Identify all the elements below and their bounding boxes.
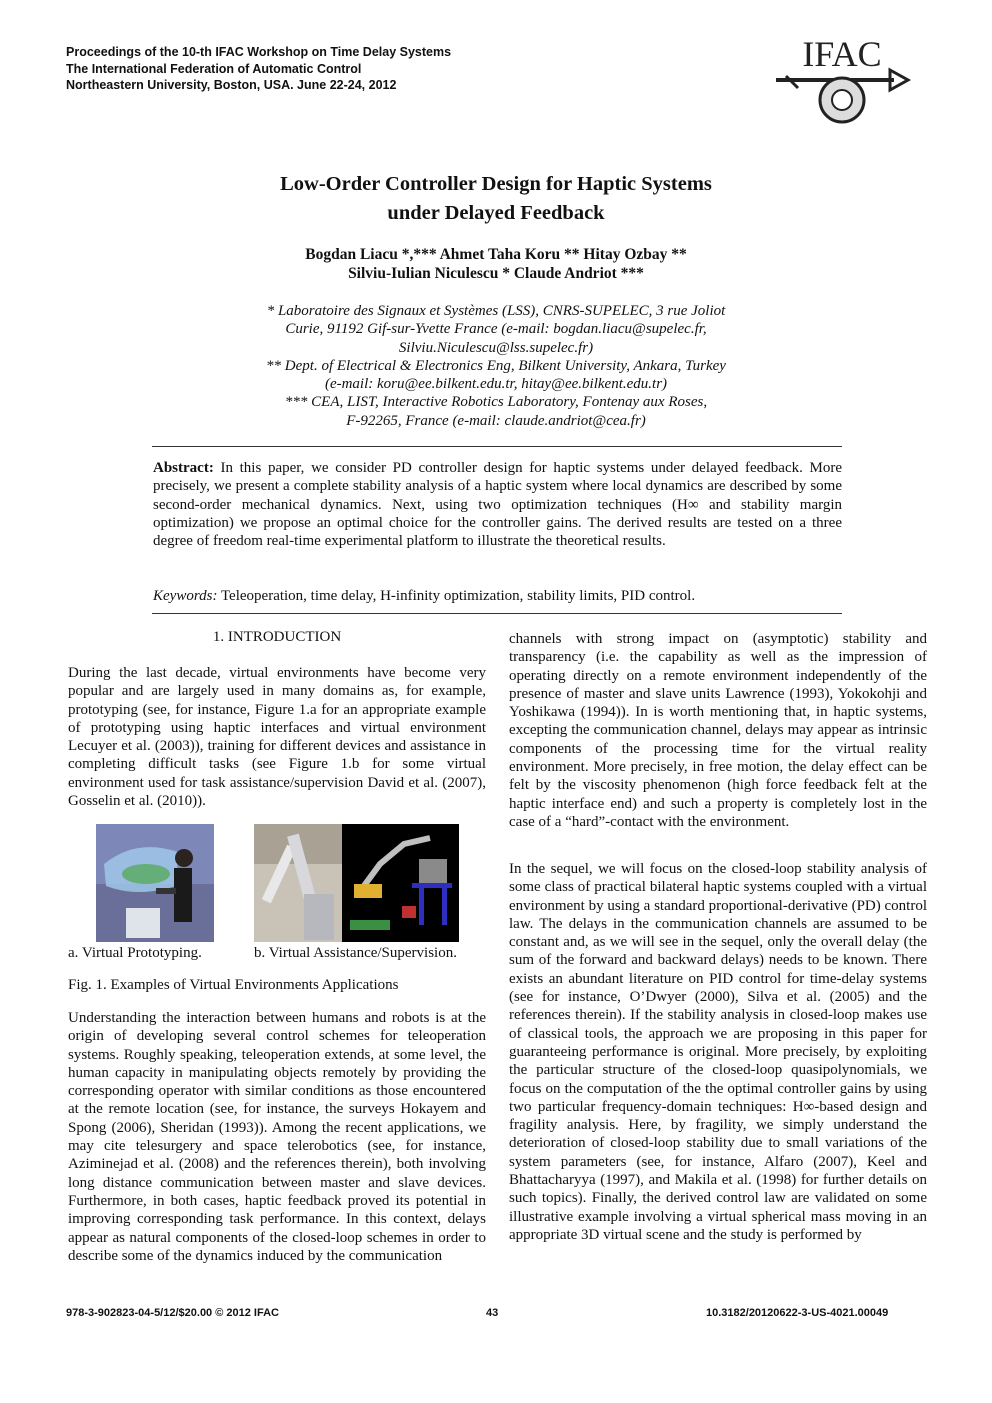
affiliation-line: Silviu.Niculescu@lss.supelec.fr) xyxy=(398,339,594,356)
ifac-logo xyxy=(772,36,912,128)
abstract-top-rule xyxy=(152,446,842,447)
title-line-2: under Delayed Feedback xyxy=(387,202,605,224)
paper-title xyxy=(0,170,992,228)
affiliation-line: ** Dept. of Electrical & Electronics Eng, Bilkent University, Ankara, Turkey xyxy=(266,357,726,374)
figure-caption-a: a. Virtual Prototyping. xyxy=(68,945,202,961)
footer-isbn: 978-3-902823-04-5/12/$20.00 © 2012 IFAC xyxy=(66,1307,279,1319)
affiliation-line: *** CEA, LIST, Interactive Robotics Laboratory, Fontenay aux Roses, xyxy=(284,394,708,411)
header-line-2: The International Federation of Automatic Control xyxy=(66,61,362,76)
proceedings-header xyxy=(66,44,451,94)
title-line-1: Low-Order Controller Design for Haptic Systems xyxy=(280,173,712,195)
intro-paragraph-3 xyxy=(509,630,927,831)
paragraph-text: channels with strong impact on (asymptotic) stability and transparency (i.e. the capability as well as the impression of operating directly on a remote environment independently of the presence of master and slave units Lawrence (1993), Yokokohji and Yoshikawa (1994)). In is worth mentioning that, in haptic systems, excepting the communication channel, delays may appear as intrinsic components of the processing time for the virtual reality environment. More precisely, in free motion, the delay effect can be felt by the viscosity phenomenon (high force feedback felt at the haptic interface end) and such a property is completely lost in the case of a “hard”-contact with the environment. xyxy=(509,631,927,830)
keywords-text: Teleoperation, time delay, H-infinity optimization, stability limits, PID control. xyxy=(220,588,696,604)
ifac-logo-text: IFAC xyxy=(802,36,882,74)
author-list xyxy=(0,245,992,283)
virtual-prototyping-image xyxy=(96,824,214,942)
affiliation-line: (e-mail: koru@ee.bilkent.edu.tr, hitay@ee.bilkent.edu.tr) xyxy=(324,376,668,393)
affiliation-line: * Laboratoire des Signaux et Systèmes (LSS), CNRS-SUPELEC, 3 rue Joliot xyxy=(266,303,726,319)
paragraph-text: In the sequel, we will focus on the closed-loop stability analysis of some class of practical bilateral haptic systems coupled with a virtual environment by using a standard proportional-derivative (PD) control law. The delays in the communication channels are assumed to be constant and, as we will see in the sequel, only the overall delay (the sum of the forward and backward delays) needs to be known. There exists an abundant literature on PID control for time-delay systems (see for instance, O’Dwyer (2000), Silva et al. (2005) and the references therein). If the stability analysis in closed-loop makes use of classical tools, the approach we are proposing in this paper for guaranteeing performance is original. More precisely, by exploiting the particular structure of the closed-loop quasipolynomials, we focus on the computation of the the optimal controller gains by using two particular frequency-domain techniques: H∞-based design and fragility analysis. Here, by fragility, we simply understand the deterioration of closed-loop stability due to small variations of the system parameters (see, for instance, Alfaro (2007), Keel and Bhattacharyya (1997), and Makila et al. (1998) for further details on such topics). Finally, the derived control law are validated on some illustrative example involving a virtual spherical mass moving in an appropriate 3D virtual scene and the study is performed by xyxy=(509,861,927,1243)
figure-caption-b: b. Virtual Assistance/Supervision. xyxy=(254,945,457,961)
keywords-label: Keywords: xyxy=(153,588,218,604)
page-number: 43 xyxy=(486,1307,499,1319)
keywords xyxy=(153,587,842,605)
section-heading: 1. INTRODUCTION xyxy=(212,629,342,645)
intro-paragraph-4 xyxy=(509,860,927,1244)
header-line-1: Proceedings of the 10-th IFAC Workshop on Time Delay Systems xyxy=(66,45,452,59)
abstract-label: Abstract: xyxy=(153,460,214,476)
authors-line-2: Silviu-Iulian Niculescu * Claude Andriot *** xyxy=(348,265,644,282)
abstract-bottom-rule xyxy=(152,613,842,614)
intro-paragraph-1 xyxy=(68,664,486,810)
virtual-assistance-image xyxy=(254,824,459,942)
abstract xyxy=(153,459,842,550)
header-line-3: Northeastern University, Boston, USA. June 22-24, 2012 xyxy=(66,78,397,92)
affiliations xyxy=(0,302,992,430)
paragraph-text: Understanding the interaction between humans and robots is at the origin of developing several control schemes for teleoperation systems. Roughly speaking, teleoperation extends, at some level, the human capacity in manipulating objects remotely by providing the corresponding operator with similar conditions as those encountered at the remote location (see, for instance, the surveys Hokayem and Spong (2006), Sheridan (1993)). Among the recent applications, we may cite telesurgery and space telerobotics (see, for instance, Aziminejad et al. (2008) and the references therein), both involving long distance communication between master and slave devices. Furthermore, in both cases, haptic feedback proved its potential in improving corresponding task performance. In this context, delays appear as natural components of the closed-loop schemes in order to describe some of the dynamics induced by the communication xyxy=(68,1010,486,1264)
affiliation-line: Curie, 91192 Gif-sur-Yvette France (e-mail: bogdan.liacu@supelec.fr, xyxy=(285,321,707,338)
figure-1-caption: Fig. 1. Examples of Virtual Environments Applications xyxy=(68,977,399,993)
abstract-text: In this paper, we consider PD controller design for haptic systems under delayed feedback. More precisely, we present a complete stability analysis of a haptic system where local dynamics are described by some second-order mechanical dynamics. Next, using two optimization techniques (H∞ and stability margin optimization) we propose an optimal choice for the controller gains. The derived results are tested on a three degree of freedom real-time experimental platform to illustrate the theoretical results. xyxy=(153,460,842,550)
affiliation-line: F-92265, France (e-mail: claude.andriot@cea.fr) xyxy=(346,412,646,429)
paragraph-text: During the last decade, virtual environments have become very popular and are largely used in many domains as, for example, prototyping (see, for instance, Figure 1.a for an appropriate example of prototyping using haptic interfaces and virtual environment Lecuyer et al. (2003)), training for different devices and assistance in completing difficult tasks (see Figure 1.b for some virtual environment used for task assistance/supervision David et al. (2007), Gosselin et al. (2010)). xyxy=(68,665,486,810)
intro-paragraph-2 xyxy=(68,1009,486,1265)
authors-line-1: Bogdan Liacu *,*** Ahmet Taha Koru ** Hitay Ozbay ** xyxy=(305,246,687,263)
footer-doi: 10.3182/20120622-3-US-4021.00049 xyxy=(706,1307,889,1319)
